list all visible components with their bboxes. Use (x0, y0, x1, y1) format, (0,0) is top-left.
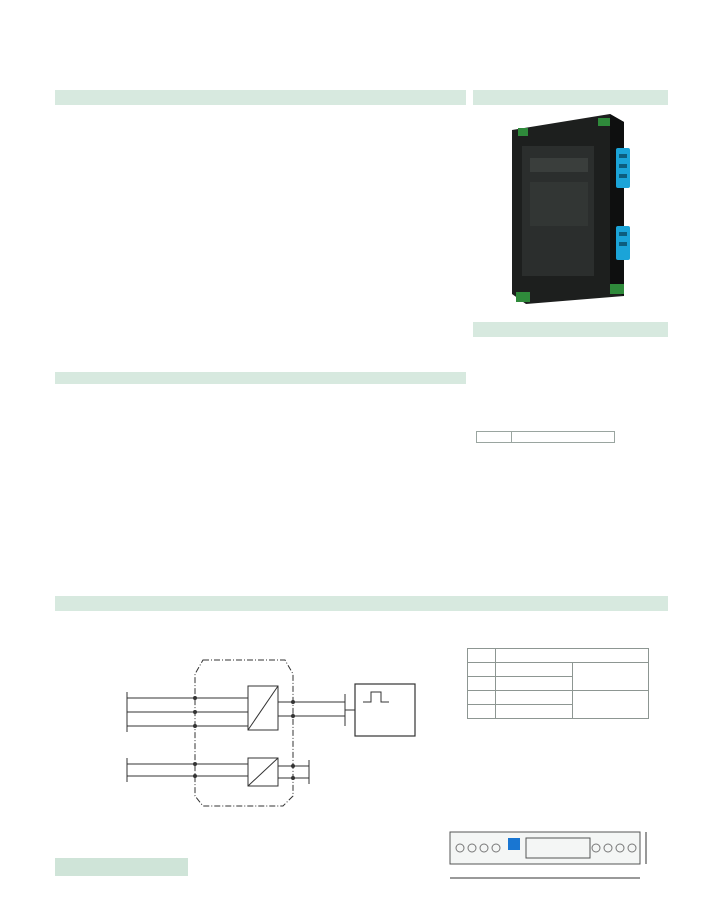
wiring-diagram (55, 648, 435, 808)
hazard-zone (55, 858, 188, 876)
terminal-table (467, 648, 649, 719)
product-photo (490, 108, 650, 308)
wiring-section-title (55, 596, 668, 611)
photo-section-title (473, 90, 668, 105)
overview-section-title (473, 322, 668, 337)
spec-section-title (55, 90, 466, 105)
notes-section-title (55, 372, 466, 384)
top-view-drawing (446, 826, 668, 892)
voltage-code-table (476, 431, 615, 443)
footer-info (18, 700, 28, 723)
